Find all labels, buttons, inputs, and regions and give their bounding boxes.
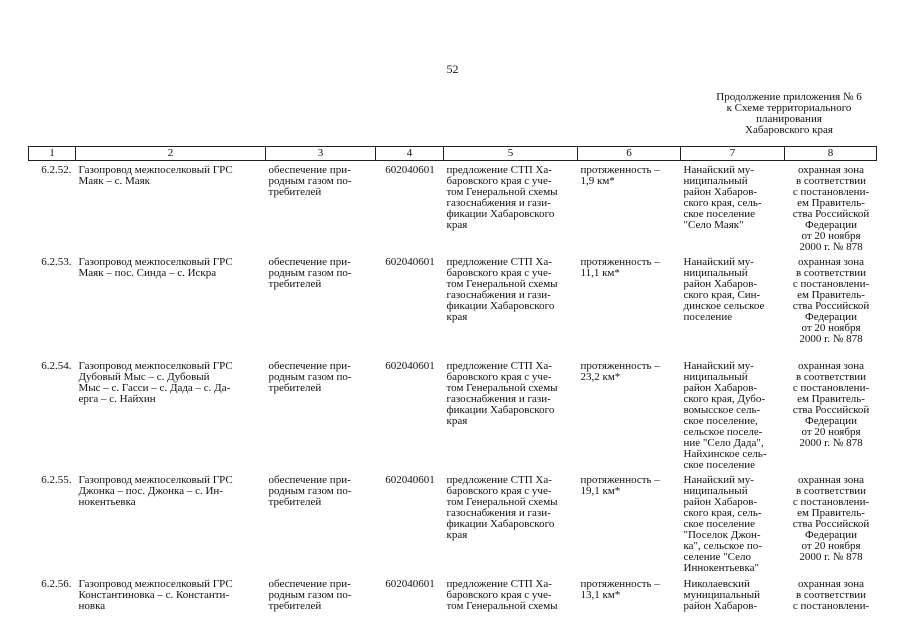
planning-basis-line: края [446, 219, 468, 231]
object-location-line: ского края, Дубо- [683, 393, 766, 405]
objects-table [28, 146, 877, 619]
object-location-line: ского края, сель- [683, 197, 762, 209]
table-row [29, 253, 877, 357]
planning-basis-line: края [446, 415, 468, 427]
protection-zone-cell [785, 253, 877, 357]
object-location-line: ниципальный [683, 267, 748, 279]
object-name-line: Газопровод межпоселковый ГРС [78, 256, 233, 268]
protection-zone-cell [785, 575, 877, 619]
object-purpose-line: обеспечение при- [268, 578, 351, 590]
object-name-line: Константиновка – с. Константи- [78, 589, 230, 601]
planning-basis-cell [444, 357, 578, 471]
object-location-line: Нанайский му- [683, 474, 754, 486]
column-header: 5 [444, 147, 578, 161]
object-purpose-cell [266, 471, 376, 575]
protection-zone-line: с постановлени- [792, 382, 870, 394]
protection-zone-line: в соответствии [795, 267, 867, 279]
object-location-line: Николаевский [683, 578, 750, 590]
item-number-cell: 6.2.52. [41, 164, 72, 176]
object-location-line: ние "Село Дада", [683, 437, 764, 449]
protection-zone-line: 2000 г. № 878 [799, 437, 863, 449]
protection-zone-line: ства Российской [792, 300, 870, 312]
object-name-line: Дубовый Мыс – с. Дубовый [78, 371, 210, 383]
object-length-line: 1,9 км* [580, 175, 615, 187]
protection-zone-line: ем Правитель- [797, 197, 865, 209]
protection-zone-line: от 20 ноября [801, 426, 861, 438]
planning-basis-line: предложение СТП Ха- [446, 578, 552, 590]
protection-zone-line: охранная зона [797, 360, 865, 372]
protection-zone-line: Федерации [805, 415, 857, 427]
object-location-cell [681, 253, 785, 357]
table-row [29, 161, 877, 254]
item-number-cell: 6.2.56. [41, 578, 72, 590]
protection-zone-line: ства Российской [792, 518, 870, 530]
appendix-note [690, 92, 888, 136]
object-code-cell: 602040601 [385, 256, 435, 268]
object-location-line: ниципальный [683, 371, 748, 383]
page-number: 52 [446, 62, 459, 76]
object-name-line: Газопровод межпоселковый ГРС [78, 578, 233, 590]
object-location-line: Иннокентьевка" [683, 562, 760, 574]
planning-basis-line: газоснабжения и гази- [446, 507, 551, 519]
object-purpose-line: обеспечение при- [268, 474, 351, 486]
object-location-line: ское поселение [683, 459, 756, 471]
planning-basis-line: баровского края с уче- [446, 267, 552, 279]
object-length-line: 13,1 км* [580, 589, 621, 601]
object-purpose-cell [266, 161, 376, 254]
protection-zone-line: от 20 ноября [801, 540, 861, 552]
planning-basis-line: баровского края с уче- [446, 485, 552, 497]
planning-basis-cell [444, 575, 578, 619]
object-location-line: Нанайский му- [683, 256, 754, 268]
object-purpose-line: родным газом по- [268, 589, 352, 601]
object-location-line: район Хабаров- [683, 600, 758, 612]
planning-basis-line: том Генеральной схемы [446, 600, 558, 612]
object-location-line: "Поселок Джон- [683, 529, 761, 541]
object-name-line: Газопровод межпоселковый ГРС [78, 360, 233, 372]
planning-basis-line: том Генеральной схемы [446, 496, 558, 508]
protection-zone-line: ем Правитель- [797, 393, 865, 405]
planning-basis-line: баровского края с уче- [446, 589, 552, 601]
protection-zone-line: 2000 г. № 878 [799, 551, 863, 563]
planning-basis-line: фикации Хабаровского [446, 300, 555, 312]
object-location-line: ниципальный [683, 485, 748, 497]
object-location-line: ского края, Син- [683, 289, 761, 301]
object-purpose-line: требителей [268, 186, 322, 198]
object-length-line: 19,1 км* [580, 485, 621, 497]
object-name-line: Мыс – с. Гасси – с. Дада – с. Да- [78, 382, 231, 394]
object-purpose-line: родным газом по- [268, 175, 352, 187]
object-name-cell [76, 357, 266, 471]
protection-zone-cell [785, 161, 877, 254]
item-number-cell: 6.2.53. [41, 256, 72, 268]
protection-zone-line: ем Правитель- [797, 289, 865, 301]
object-length-cell [578, 161, 681, 254]
object-length-cell [578, 253, 681, 357]
object-location-line: район Хабаров- [683, 496, 758, 508]
object-location-cell [681, 357, 785, 471]
planning-basis-line: баровского края с уче- [446, 371, 552, 383]
object-location-line: Нанайский му- [683, 164, 754, 176]
object-name-cell [76, 471, 266, 575]
object-location-line: поселение [683, 311, 733, 323]
planning-basis-line: газоснабжения и гази- [446, 289, 551, 301]
planning-basis-cell [444, 161, 578, 254]
planning-basis-line: фикации Хабаровского [446, 208, 555, 220]
planning-basis-line: том Генеральной схемы [446, 186, 558, 198]
object-location-cell [681, 471, 785, 575]
object-location-line: ское поселение [683, 208, 756, 220]
planning-basis-line: края [446, 529, 468, 541]
object-purpose-cell [266, 253, 376, 357]
object-purpose-line: родным газом по- [268, 371, 352, 383]
object-name-cell [76, 253, 266, 357]
table-header-row [29, 147, 877, 161]
object-name-cell [76, 161, 266, 254]
object-purpose-cell [266, 357, 376, 471]
planning-basis-line: предложение СТП Ха- [446, 164, 552, 176]
object-name-cell [76, 575, 266, 619]
item-number-cell: 6.2.55. [41, 474, 72, 486]
object-location-line: вомысское сель- [683, 404, 761, 416]
object-code-cell: 602040601 [385, 164, 435, 176]
planning-basis-cell [444, 253, 578, 357]
object-length-line: 11,1 км* [580, 267, 620, 279]
object-name-line: Газопровод межпоселковый ГРС [78, 474, 233, 486]
protection-zone-line: в соответствии [795, 371, 867, 383]
object-purpose-line: требителей [268, 278, 322, 290]
object-name-line: новка [78, 600, 106, 612]
planning-basis-line: баровского края с уче- [446, 175, 552, 187]
protection-zone-line: с постановлени- [792, 600, 870, 612]
object-location-line: Найхинское сель- [683, 448, 767, 460]
object-length-cell [578, 471, 681, 575]
protection-zone-line: Федерации [805, 219, 857, 231]
object-code-cell: 602040601 [385, 474, 435, 486]
object-location-line: ского края, сель- [683, 507, 762, 519]
protection-zone-line: в соответствии [795, 175, 867, 187]
column-header: 3 [266, 147, 376, 161]
column-header: 4 [376, 147, 444, 161]
protection-zone-line: охранная зона [797, 474, 865, 486]
planning-basis-line: предложение СТП Ха- [446, 474, 552, 486]
planning-basis-line: края [446, 311, 468, 323]
protection-zone-line: ем Правитель- [797, 507, 865, 519]
object-location-line: "Село Маяк" [683, 219, 744, 231]
planning-basis-line: предложение СТП Ха- [446, 360, 552, 372]
protection-zone-cell [785, 471, 877, 575]
object-length-line: протяженность – [580, 256, 660, 268]
column-header: 2 [76, 147, 266, 161]
table-row [29, 357, 877, 471]
object-purpose-line: родным газом по- [268, 267, 352, 279]
object-location-line: Нанайский му- [683, 360, 754, 372]
object-purpose-line: обеспечение при- [268, 164, 351, 176]
object-location-line: динское сельское [683, 300, 765, 312]
object-purpose-line: требителей [268, 600, 322, 612]
object-purpose-line: требителей [268, 382, 322, 394]
object-location-line: сельское поселе- [683, 426, 763, 438]
object-length-line: 23,2 км* [580, 371, 621, 383]
planning-basis-line: фикации Хабаровского [446, 518, 555, 530]
table-row [29, 471, 877, 575]
object-purpose-line: обеспечение при- [268, 256, 351, 268]
protection-zone-line: с постановлени- [792, 186, 870, 198]
object-length-line: протяженность – [580, 360, 660, 372]
protection-zone-line: Федерации [805, 311, 857, 323]
object-location-line: муниципальный [683, 589, 761, 601]
protection-zone-line: с постановлени- [792, 496, 870, 508]
protection-zone-line: от 20 ноября [801, 230, 861, 242]
column-header: 6 [578, 147, 681, 161]
object-location-line: ниципальный [683, 175, 748, 187]
protection-zone-line: охранная зона [797, 256, 865, 268]
appendix-note-line: Продолжение приложения № 6 [716, 91, 862, 103]
planning-basis-line: газоснабжения и гази- [446, 393, 551, 405]
column-header: 8 [785, 147, 877, 161]
object-length-line: протяженность – [580, 164, 660, 176]
object-location-cell [681, 575, 785, 619]
planning-basis-line: том Генеральной схемы [446, 278, 558, 290]
object-length-line: протяженность – [580, 578, 660, 590]
object-purpose-line: обеспечение при- [268, 360, 351, 372]
planning-basis-line: предложение СТП Ха- [446, 256, 552, 268]
object-length-cell [578, 357, 681, 471]
appendix-note-line: Хабаровского края [745, 124, 833, 136]
planning-basis-line: фикации Хабаровского [446, 404, 555, 416]
appendix-note-line: к Схеме территориального [726, 102, 852, 114]
object-length-cell [578, 575, 681, 619]
object-location-line: район Хабаров- [683, 186, 758, 198]
protection-zone-line: Федерации [805, 529, 857, 541]
object-name-line: ерга – с. Найхин [78, 393, 156, 405]
appendix-note-line: планирования [756, 113, 822, 125]
object-code-cell: 602040601 [385, 360, 435, 372]
object-length-line: протяженность – [580, 474, 660, 486]
planning-basis-cell [444, 471, 578, 575]
object-location-line: район Хабаров- [683, 382, 758, 394]
item-number-cell: 6.2.54. [41, 360, 72, 372]
object-location-line: ское поселение [683, 518, 756, 530]
object-purpose-cell [266, 575, 376, 619]
object-name-line: нокентьевка [78, 496, 136, 508]
object-name-line: Джонка – пос. Джонка – с. Ин- [78, 485, 223, 497]
planning-basis-line: том Генеральной схемы [446, 382, 558, 394]
object-code-cell: 602040601 [385, 578, 435, 590]
object-name-line: Маяк – пос. Синда – с. Искра [78, 267, 217, 279]
table-body [29, 161, 877, 620]
protection-zone-line: 2000 г. № 878 [799, 241, 863, 253]
object-location-cell [681, 161, 785, 254]
table-row [29, 575, 877, 619]
protection-zone-line: 2000 г. № 878 [799, 333, 863, 345]
object-location-line: ское поселение, [683, 415, 758, 427]
object-name-line: Газопровод межпоселковый ГРС [78, 164, 233, 176]
object-purpose-line: родным газом по- [268, 485, 352, 497]
column-header: 7 [681, 147, 785, 161]
object-location-line: ка", сельское по- [683, 540, 762, 552]
protection-zone-line: ства Российской [792, 404, 870, 416]
protection-zone-cell [785, 357, 877, 471]
protection-zone-line: ства Российской [792, 208, 870, 220]
protection-zone-line: в соответствии [795, 485, 867, 497]
object-purpose-line: требителей [268, 496, 322, 508]
planning-basis-line: газоснабжения и гази- [446, 197, 551, 209]
protection-zone-line: в соответствии [795, 589, 867, 601]
protection-zone-line: от 20 ноября [801, 322, 861, 334]
object-location-line: район Хабаров- [683, 278, 758, 290]
protection-zone-line: охранная зона [797, 164, 865, 176]
protection-zone-line: с постановлени- [792, 278, 870, 290]
object-name-line: Маяк – с. Маяк [78, 175, 151, 187]
column-header: 1 [29, 147, 76, 161]
protection-zone-line: охранная зона [797, 578, 865, 590]
object-location-line: селение "Село [683, 551, 752, 563]
